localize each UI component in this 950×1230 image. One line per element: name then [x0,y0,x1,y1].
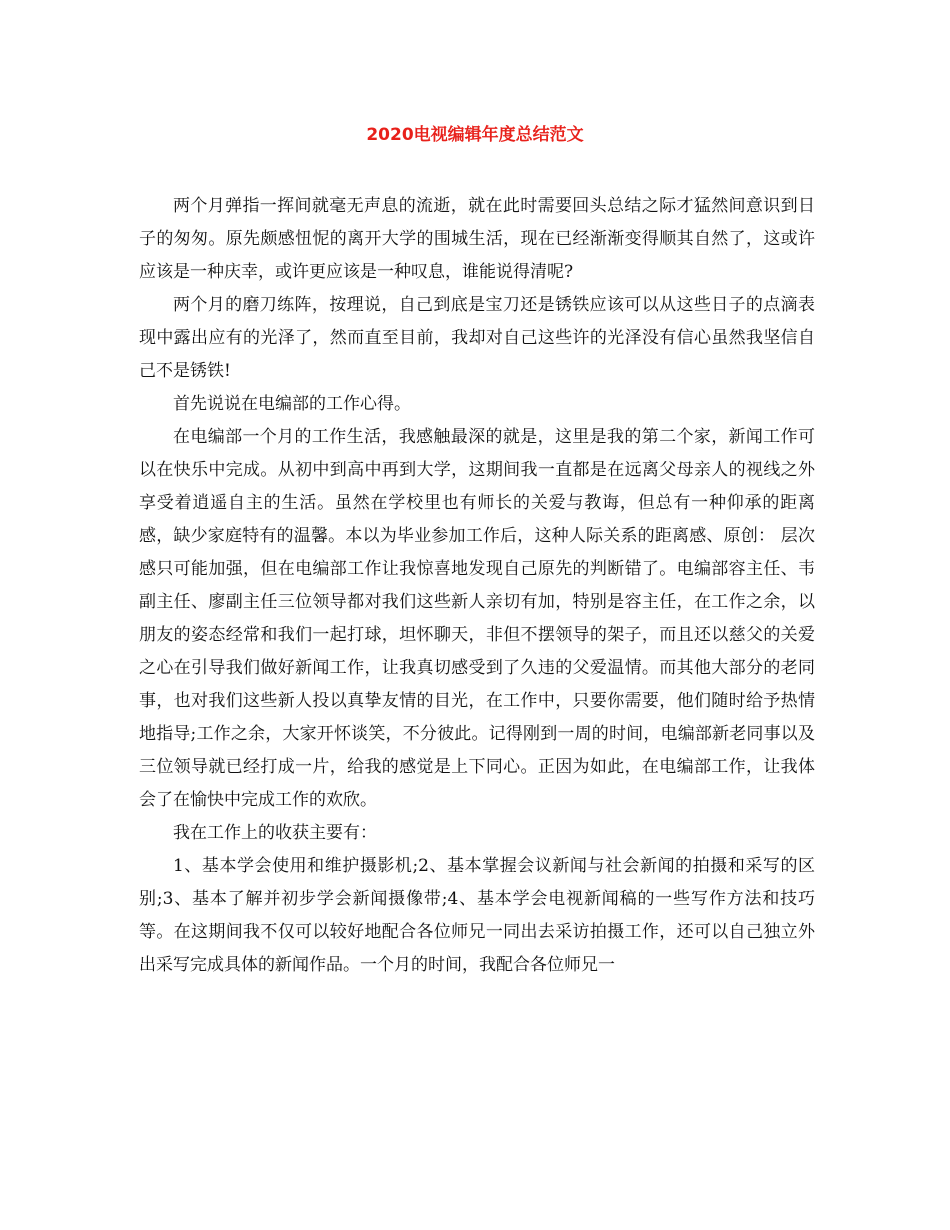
paragraph: 两个月的磨刀练阵，按理说，自己到底是宝刀还是锈铁应该可以从这些日子的点滴表现中露出应有的光泽了，然而直至目前，我却对自己这些许的光泽没有信心虽然我坚信自己不是锈铁! [139,295,815,381]
paragraph: 我在工作上的收获主要有： [173,823,377,843]
paragraph: 首先说说在电编部的工作心得。 [173,394,411,414]
paragraph: 1、基本学会使用和维护摄影机;2、基本掌握会议新闻与社会新闻的拍摄和采写的区别;3、基本了解并初步学会新闻摄像带;4、基本学会电视新闻稿的一些写作方法和技巧等。在这期间我不仅可以较好地配合各位师兄一同出去采访拍摄工作，还可以自己独立外出采写完成具体的新闻作品。一个月的时间，我配合各位师兄一 [139,856,815,975]
document-title: 2020电视编辑年度总结范文 [366,125,584,145]
paragraph: 在电编部一个月的工作生活，我感触最深的就是，这里是我的第二个家，新闻工作可以在快乐中完成。从初中到高中再到大学，这期间我一直都是在远离父母亲人的视线之外享受着逍遥自主的生活。虽然在学校里也有师长的关爱与教诲，但总有一种仰承的距离感，缺少家庭特有的温馨。本以为毕业参加工作后，这种人际关系的距离感、原创： 层次感只可能加强，但在电编部工作让我惊喜地发现自己原先的判断错了。电编部容主任、韦副主任、廖副主任三位领导都对我们这些新人亲切有加，特别是容主任，在工作之余，以朋友的姿态经常和我们一起打球，坦怀聊天，非但不摆领导的架子，而且还以慈父的关爱之心在引导我们做好新闻工作，让我真切感受到了久违的父爱温情。而其他大部分的老同事，也对我们这些新人投以真挚友情的目光，在工作中，只要你需要，他们随时给予热情地指导;工作之余，大家开怀谈笑，不分彼此。记得刚到一周的时间，电编部新老同事以及三位领导就已经打成一片，给我的感觉是上下同心。正因为如此，在电编部工作，让我体会了在愉快中完成工作的欢欣。 [139,427,815,810]
paragraph: 两个月弹指一挥间就毫无声息的流逝，就在此时需要回头总结之际才猛然间意识到日子的匆匆。原先颇感忸怩的离开大学的围城生活，现在已经渐渐变得顺其自然了，这或许应该是一种庆幸，或许更应该是一种叹息，谁能说得清呢? [139,196,815,282]
document-body [139,190,815,982]
